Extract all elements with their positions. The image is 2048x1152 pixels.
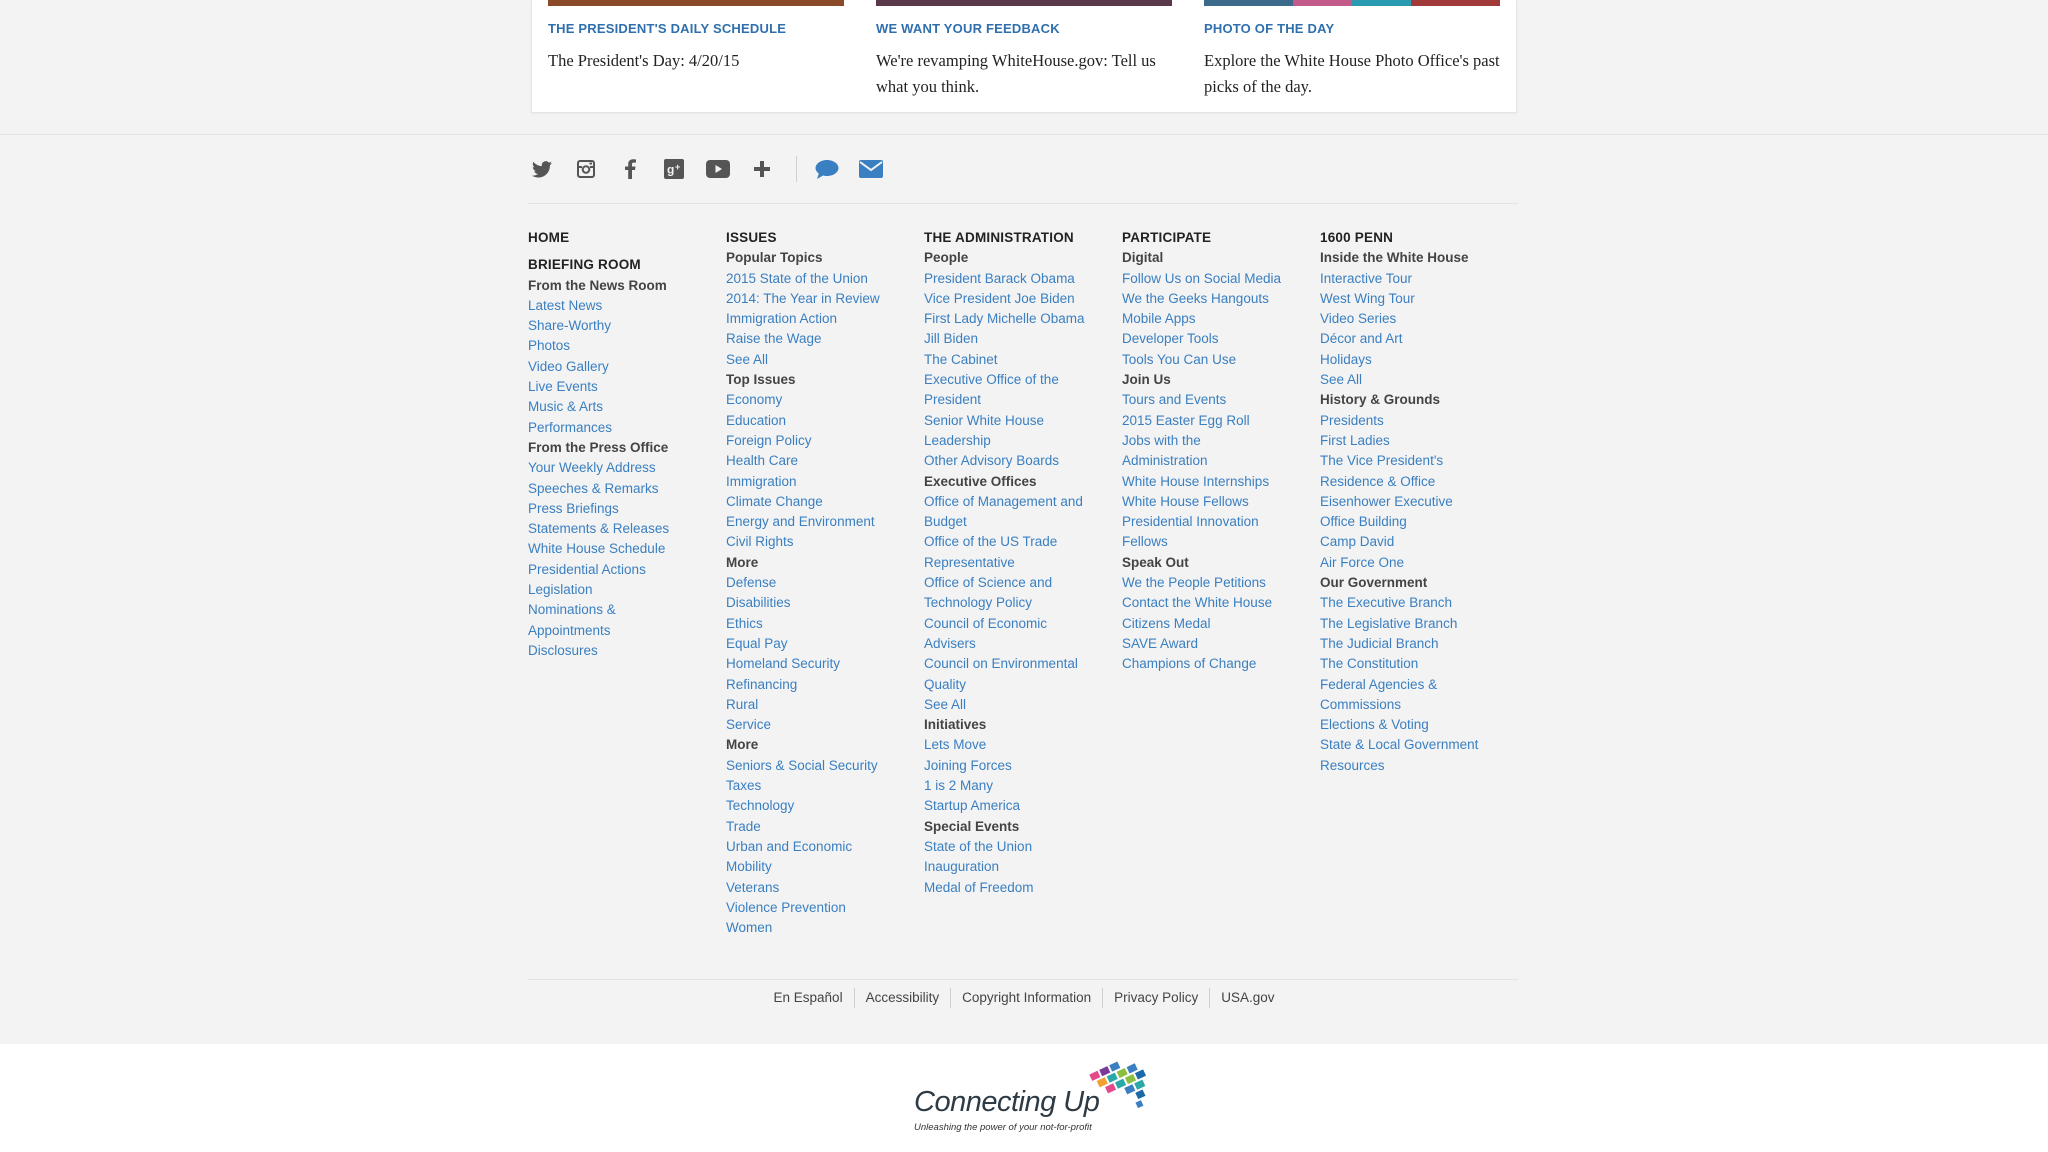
footer-link[interactable]: Champions of Change [1122, 656, 1257, 672]
footer-link[interactable]: Urban and Economic [726, 838, 853, 854]
footer-link[interactable]: Energy and Environment [726, 514, 875, 530]
comment-icon[interactable] [813, 155, 841, 183]
footer-link[interactable]: Council of Economic [924, 615, 1048, 631]
instagram-icon[interactable] [572, 155, 600, 183]
divider [528, 979, 1518, 980]
column-title: 1600 PENN [1320, 230, 1394, 245]
featured-cards-section [0, 0, 2048, 135]
card-image[interactable] [548, 0, 844, 6]
footer-link[interactable]: The Legislative Branch [1320, 615, 1458, 631]
section-heading: People [924, 250, 969, 266]
footer-link[interactable]: Performances [528, 419, 613, 435]
footer-link[interactable]: Elections & Voting [1320, 717, 1429, 733]
footer-link[interactable]: Interactive Tour [1320, 270, 1413, 286]
section-heading: More [726, 554, 759, 570]
footer-link[interactable]: Climate Change [726, 493, 823, 509]
featured-cards-box [531, 0, 1517, 113]
privacy-policy-link[interactable]: Privacy Policy [1114, 990, 1199, 1005]
footer-link[interactable]: Resources [1320, 757, 1385, 773]
footer-link[interactable]: Video Series [1320, 311, 1397, 327]
email-icon[interactable] [857, 155, 885, 183]
footer-link[interactable]: President Barack Obama [924, 270, 1075, 286]
footer-link[interactable]: Décor and Art [1320, 331, 1403, 347]
footer-link[interactable]: 2015 State of the Union [726, 270, 868, 286]
footer-link[interactable]: Immigration [726, 473, 797, 489]
card-title[interactable]: Explore the White House Photo Office's past picks of the day. [1204, 51, 1500, 96]
footer-link[interactable]: Office of the US Trade [924, 534, 1058, 550]
svg-text:+: + [675, 162, 681, 172]
footer-link[interactable]: Quality [924, 676, 967, 692]
section-heading: Top Issues [726, 372, 796, 388]
footer-link[interactable]: Presidents [1320, 412, 1384, 428]
card-title[interactable]: We're revamping WhiteHouse.gov: Tell us what you think. [876, 51, 1156, 96]
section-heading: Special Events [924, 818, 1020, 834]
footer-link[interactable]: Nominations & [528, 602, 616, 618]
footer-link[interactable]: Veterans [726, 879, 780, 895]
accessibility-link[interactable]: Accessibility [865, 990, 940, 1005]
footer-link[interactable]: Economy [726, 392, 783, 408]
footer-link[interactable]: Jill Biden [924, 331, 979, 347]
footer-link[interactable]: Commissions [1320, 696, 1402, 712]
footer-link[interactable]: Presidential Actions [528, 561, 646, 577]
card-image[interactable] [876, 0, 1172, 6]
footer-link[interactable]: White House Fellows [1122, 493, 1249, 509]
footer-link[interactable]: Photos [528, 338, 571, 354]
column-1600-penn [1320, 228, 1520, 776]
footer-link[interactable]: The Executive Branch [1320, 595, 1453, 611]
column-home [528, 228, 728, 661]
footer-link[interactable]: Senior White House [924, 412, 1045, 428]
footer-link[interactable]: Homeland Security [726, 656, 841, 672]
social-icons-bar [528, 154, 901, 184]
footer-link[interactable]: Rural [726, 696, 759, 712]
footer-link[interactable]: West Wing Tour [1320, 290, 1415, 306]
card-image[interactable] [1204, 0, 1500, 6]
footer-link[interactable]: Education [726, 412, 787, 428]
footer-link[interactable]: Office of Management and [924, 493, 1083, 509]
footer-link[interactable]: Your Weekly Address [528, 460, 656, 476]
footer-link[interactable]: Startup America [924, 798, 1021, 814]
footer-link[interactable]: Fellows [1122, 534, 1168, 550]
footer-link[interactable]: The Constitution [1320, 656, 1419, 672]
footer-link[interactable]: Vice President Joe Biden [924, 290, 1075, 306]
footer-link[interactable]: Foreign Policy [726, 432, 812, 448]
footer-link[interactable]: Inauguration [924, 859, 1000, 875]
footer-link[interactable]: Mobile Apps [1122, 311, 1196, 327]
footer-link[interactable]: Defense [726, 575, 777, 591]
card-title[interactable]: The President's Day: 4/20/15 [548, 51, 740, 70]
footer-link[interactable]: President [924, 392, 982, 408]
footer-link[interactable]: See All [1320, 372, 1363, 388]
section-heading: More [726, 737, 759, 753]
section-heading: Initiatives [924, 717, 987, 733]
footer-link[interactable]: Live Events [528, 379, 598, 395]
card-label[interactable]: PHOTO OF THE DAY [1204, 21, 1335, 36]
footer-link[interactable]: Raise the Wage [726, 331, 822, 347]
footer-link[interactable]: Advisers [924, 635, 976, 651]
footer-link[interactable]: Air Force One [1320, 554, 1405, 570]
column-title: ISSUES [726, 230, 777, 245]
footer-link[interactable]: Developer Tools [1122, 331, 1219, 347]
footer-link[interactable]: Service [726, 717, 772, 733]
section-heading: Digital [1122, 250, 1164, 266]
section-heading: Our Government [1320, 575, 1428, 591]
footer-link[interactable]: Women [726, 920, 773, 936]
footer-link[interactable]: State of the Union [924, 838, 1033, 854]
column-title: THE ADMINISTRATION [924, 230, 1074, 245]
usa-gov-link[interactable]: USA.gov [1221, 990, 1275, 1005]
footer-link[interactable]: Mobility [726, 859, 772, 875]
svg-text:g: g [667, 162, 675, 177]
footer-link[interactable]: First Lady Michelle Obama [924, 311, 1085, 327]
twitter-icon[interactable] [528, 155, 556, 183]
footer-link[interactable]: Technology Policy [924, 595, 1033, 611]
footer-link[interactable]: Health Care [726, 453, 799, 469]
copyright-link[interactable]: Copyright Information [962, 990, 1092, 1005]
social-divider [796, 156, 797, 182]
footer-link[interactable]: Equal Pay [726, 635, 788, 651]
footer-link[interactable]: Contact the White House [1122, 595, 1273, 611]
footer-link[interactable]: Technology [726, 798, 795, 814]
column-issues [726, 228, 926, 938]
footer-link[interactable]: Office of Science and [924, 575, 1053, 591]
card-photo-of-day[interactable] [1204, 0, 1500, 100]
footer-link[interactable]: Camp David [1320, 534, 1395, 550]
footer-link[interactable]: Civil Rights [726, 534, 794, 550]
briefing-room-link[interactable]: BRIEFING ROOM [528, 257, 641, 273]
press-links [528, 458, 728, 661]
footer-link[interactable]: The Judicial Branch [1320, 635, 1439, 651]
column-administration [924, 228, 1124, 898]
footer-link[interactable]: Holidays [1320, 351, 1372, 367]
section-heading: History & Grounds [1320, 392, 1441, 408]
footer-link[interactable]: Leadership [924, 432, 991, 448]
footer-link[interactable]: Lets Move [924, 737, 987, 753]
section-heading: Popular Topics [726, 250, 823, 266]
footer-link[interactable]: Speeches & Remarks [528, 480, 659, 496]
footer-link[interactable]: Medal of Freedom [924, 879, 1034, 895]
footer-link[interactable]: Administration [1122, 453, 1208, 469]
footer-link[interactable]: White House Internships [1122, 473, 1270, 489]
section-heading: Join Us [1122, 372, 1171, 388]
logo-tagline: Unleashing the power of your not-for-profit [914, 1122, 1092, 1133]
footer-link[interactable]: Appointments [528, 622, 611, 638]
divider [528, 203, 1518, 204]
section-heading: Speak Out [1122, 554, 1189, 570]
footer-link[interactable]: The Cabinet [924, 351, 998, 367]
footer-link[interactable]: See All [924, 696, 967, 712]
footer-link[interactable]: Statements & Releases [528, 521, 670, 537]
footer-link[interactable]: The Vice President's [1320, 453, 1444, 469]
footer-link[interactable]: First Ladies [1320, 432, 1390, 448]
footer-utility-links [0, 990, 2048, 1008]
more-plus-icon[interactable] [748, 155, 776, 183]
footer-link[interactable]: Citizens Medal [1122, 615, 1211, 631]
footer-link[interactable]: Music & Arts [528, 399, 604, 415]
footer-link[interactable]: Jobs with the [1122, 432, 1201, 448]
footer-link[interactable]: 1 is 2 Many [924, 778, 994, 794]
footer-link[interactable]: Tours and Events [1122, 392, 1227, 408]
footer-link[interactable]: Presidential Innovation [1122, 514, 1259, 530]
facebook-icon[interactable] [616, 155, 644, 183]
footer-link[interactable]: Office Building [1320, 514, 1407, 530]
connecting-up-logo [910, 1048, 1170, 1138]
footer-link[interactable]: Follow Us on Social Media [1122, 270, 1282, 286]
footer-link[interactable]: Taxes [726, 778, 762, 794]
footer-link[interactable]: We the Geeks Hangouts [1122, 290, 1269, 306]
footer-link[interactable]: Share-Worthy [528, 318, 612, 334]
footer-link[interactable]: Budget [924, 514, 967, 530]
footer-link[interactable]: Refinancing [726, 676, 798, 692]
column-participate [1122, 228, 1322, 675]
logo-name: Connecting Up [914, 1086, 1100, 1118]
home-link[interactable]: HOME [528, 230, 570, 245]
column-title: PARTICIPATE [1122, 230, 1212, 245]
footer-link[interactable]: Seniors & Social Security [726, 757, 878, 773]
footer-link[interactable]: State & Local Government [1320, 737, 1479, 753]
footer-link[interactable]: Video Gallery [528, 358, 609, 374]
footer-link[interactable]: Disclosures [528, 642, 598, 658]
footer-link[interactable]: Joining Forces [924, 757, 1012, 773]
footer-link[interactable]: 2014: The Year in Review [726, 290, 880, 306]
footer-link[interactable]: Disabilities [726, 595, 791, 611]
card-feedback[interactable] [876, 0, 1172, 100]
footer-link[interactable]: We the People Petitions [1122, 575, 1266, 591]
en-espanol-link[interactable]: En Español [773, 990, 843, 1005]
footer-link[interactable]: Violence Prevention [726, 899, 846, 915]
google-plus-icon[interactable] [660, 155, 688, 183]
footer-link[interactable]: Eisenhower Executive [1320, 493, 1453, 509]
footer-link[interactable]: 2015 Easter Egg Roll [1122, 412, 1250, 428]
footer-link[interactable]: Federal Agencies & [1320, 676, 1438, 692]
news-links [528, 296, 728, 438]
footer-link[interactable]: Latest News [528, 297, 603, 313]
footer-link[interactable]: Council on Environmental [924, 656, 1078, 672]
footer-link[interactable]: Tools You Can Use [1122, 351, 1237, 367]
footer-link[interactable]: Immigration Action [726, 311, 838, 327]
card-label[interactable]: THE PRESIDENT'S DAILY SCHEDULE [548, 21, 787, 36]
footer-link[interactable]: SAVE Award [1122, 635, 1199, 651]
card-daily-schedule[interactable] [548, 0, 844, 74]
footer-link[interactable]: Executive Office of the [924, 372, 1059, 388]
footer-link[interactable]: White House Schedule [528, 541, 666, 557]
section-heading: Inside the White House [1320, 250, 1469, 266]
youtube-icon[interactable] [704, 155, 732, 183]
footer-link[interactable]: Legislation [528, 582, 593, 598]
section-heading: From the Press Office [528, 439, 669, 455]
footer-link[interactable]: Representative [924, 554, 1015, 570]
footer-link[interactable]: See All [726, 351, 769, 367]
card-label[interactable]: WE WANT YOUR FEEDBACK [876, 21, 1060, 36]
section-heading: Executive Offices [924, 473, 1037, 489]
footer-link[interactable]: Other Advisory Boards [924, 453, 1060, 469]
section-heading: From the News Room [528, 277, 667, 293]
footer-link[interactable]: Ethics [726, 615, 763, 631]
footer-link[interactable]: Trade [726, 818, 761, 834]
footer-link[interactable]: Residence & Office [1320, 473, 1436, 489]
footer-link[interactable]: Press Briefings [528, 500, 619, 516]
